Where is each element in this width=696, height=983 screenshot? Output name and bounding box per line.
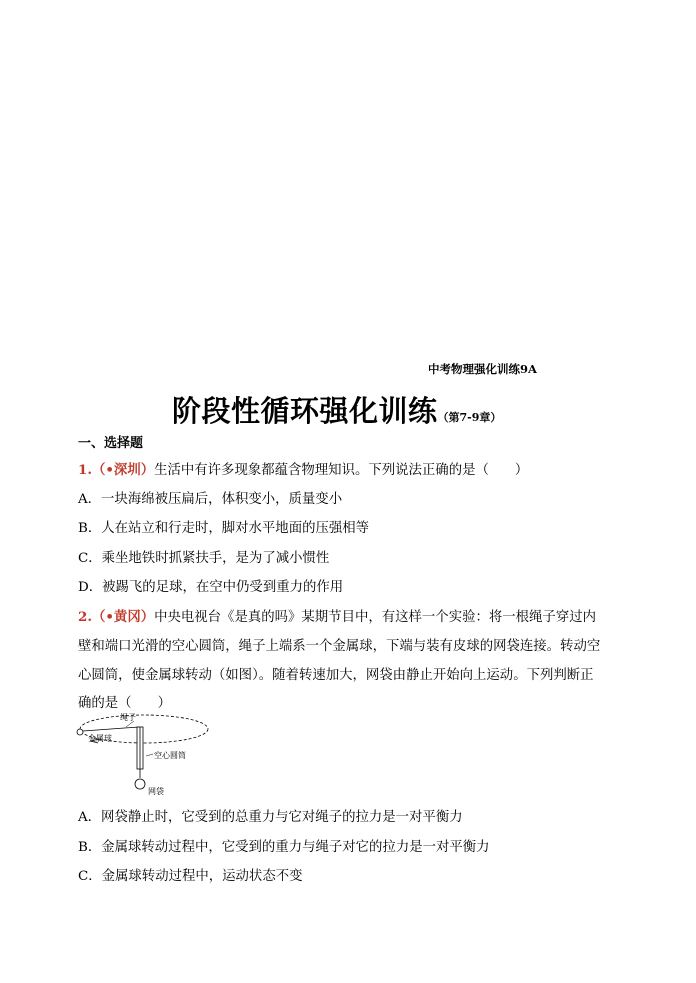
rope-line bbox=[83, 727, 139, 731]
title-main: 阶段性循环强化训练 bbox=[172, 394, 438, 428]
question-1-option-d: D．被踢飞的足球，在空中仍受到重力的作用 bbox=[78, 580, 344, 595]
question-1-stem bbox=[78, 460, 528, 481]
question-paren-close: ） bbox=[157, 696, 171, 711]
rotating-ball-figure bbox=[74, 712, 214, 798]
question-2-stem-line-3: 心圆筒，使金属球转动（如图）。随着转速加大，网袋由静止开始向上运动。下列判断正 bbox=[78, 668, 594, 683]
figure-label-bag: 网袋 bbox=[148, 787, 164, 796]
question-2-stem-line-4 bbox=[78, 694, 171, 714]
question-text: 中央电视台《是真的吗》某期节目中，有这样一个实验：将一根绳子穿过内 bbox=[154, 610, 596, 625]
metal-ball-shape bbox=[77, 729, 83, 735]
figure-label-rope: 绳子 bbox=[120, 713, 136, 722]
question-paren-close: ） bbox=[514, 463, 529, 478]
net-bag-shape bbox=[135, 779, 145, 789]
question-2-option-a: A．网袋静止时，它受到的总重力与它对绳子的拉力是一对平衡力 bbox=[78, 810, 463, 825]
question-1-option-b: B．人在站立和行走时，脚对水平地面的压强相等 bbox=[78, 521, 370, 536]
tube-label-leader bbox=[146, 754, 153, 756]
question-source: （•深圳） bbox=[91, 462, 155, 478]
question-2-stem-line-1 bbox=[78, 607, 596, 628]
question-text: 确的是（ bbox=[78, 696, 132, 711]
figure-label-tube: 空心圆筒 bbox=[154, 751, 186, 760]
title-chapter-range: （第7-9章） bbox=[437, 411, 502, 424]
question-2-option-c: C．金属球转动过程中，运动状态不变 bbox=[78, 869, 303, 884]
question-1-option-c: C．乘坐地铁时抓紧扶手，是为了减小惯性 bbox=[78, 551, 330, 566]
question-number: 2. bbox=[78, 609, 92, 625]
question-source: （•黄冈） bbox=[91, 609, 155, 625]
question-1-option-a: A．一块海绵被压扁后，体积变小，质量变小 bbox=[78, 492, 343, 507]
question-text: 生活中有许多现象都蕴含物理知识。下列说法正确的是（ bbox=[154, 463, 489, 478]
question-number: 1. bbox=[78, 462, 92, 478]
page-title bbox=[172, 389, 501, 430]
figure-label-ball: 金属球 bbox=[88, 734, 112, 743]
question-2-stem-line-2: 壁和端口光滑的空心圆筒，绳子上端系一个金属球，下端与装有皮球的网袋连接。转动空 bbox=[78, 639, 601, 654]
series-label: 中考物理强化训练9A bbox=[428, 362, 537, 376]
question-2-option-b: B．金属球转动过程中，它受到的重力与绳子对它的拉力是一对平衡力 bbox=[78, 840, 490, 855]
section-heading: 一、选择题 bbox=[78, 436, 144, 451]
